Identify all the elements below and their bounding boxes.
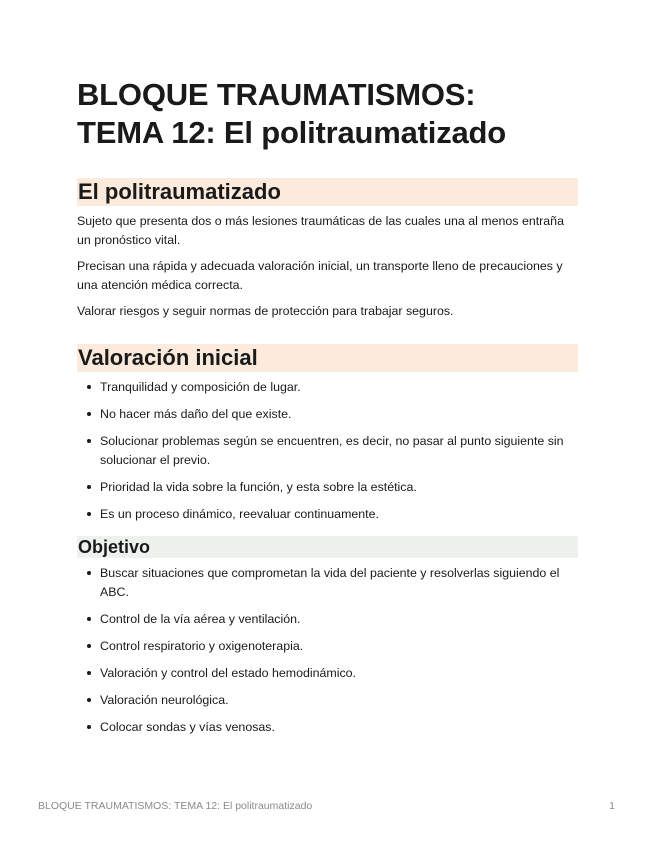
list-item: Solucionar problemas según se encuentren, es decir, no pasar al punto siguiente sin solucionar el previo. <box>77 432 578 470</box>
list-item: Colocar sondas y vías venosas. <box>77 718 578 737</box>
objetivo-list <box>77 564 578 737</box>
page-footer <box>38 800 615 812</box>
paragraph: Valorar riesgos y seguir normas de protección para trabajar seguros. <box>77 304 454 318</box>
list-item: Control respiratorio y oxigenoterapia. <box>77 637 578 656</box>
list-item: Valoración y control del estado hemodinámico. <box>77 664 578 683</box>
list-item: No hacer más daño del que existe. <box>77 405 578 424</box>
section-heading-valoracion-inicial: Valoración inicial <box>77 344 578 372</box>
list-item: Es un proceso dinámico, reevaluar continuamente. <box>77 505 578 524</box>
list-item: Control de la vía aérea y ventilación. <box>77 610 578 629</box>
document-page <box>77 76 578 745</box>
page-title-line-1: BLOQUE TRAUMATISMOS: <box>77 77 476 112</box>
section-heading-objetivo: Objetivo <box>77 536 578 558</box>
page-title <box>77 76 578 152</box>
footer-document-title: BLOQUE TRAUMATISMOS: TEMA 12: El politraumatizado <box>38 800 313 812</box>
paragraph: Sujeto que presenta dos o más lesiones traumáticas de las cuales una al menos entraña un pronóstico vital. <box>77 214 564 247</box>
list-item: Buscar situaciones que comprometan la vida del paciente y resolverlas siguiendo el ABC. <box>77 564 578 602</box>
list-item: Tranquilidad y composición de lugar. <box>77 378 578 397</box>
section-heading-politraumatizado: El politraumatizado <box>77 178 578 206</box>
paragraph: Precisan una rápida y adecuada valoración inicial, un transporte lleno de precauciones y una atención médica correcta. <box>77 259 563 292</box>
list-item: Valoración neurológica. <box>77 691 578 710</box>
page-number: 1 <box>609 800 615 812</box>
page-title-line-2: TEMA 12: El politraumatizado <box>77 115 507 150</box>
list-item: Prioridad la vida sobre la función, y esta sobre la estética. <box>77 478 578 497</box>
valoracion-list <box>77 378 578 524</box>
